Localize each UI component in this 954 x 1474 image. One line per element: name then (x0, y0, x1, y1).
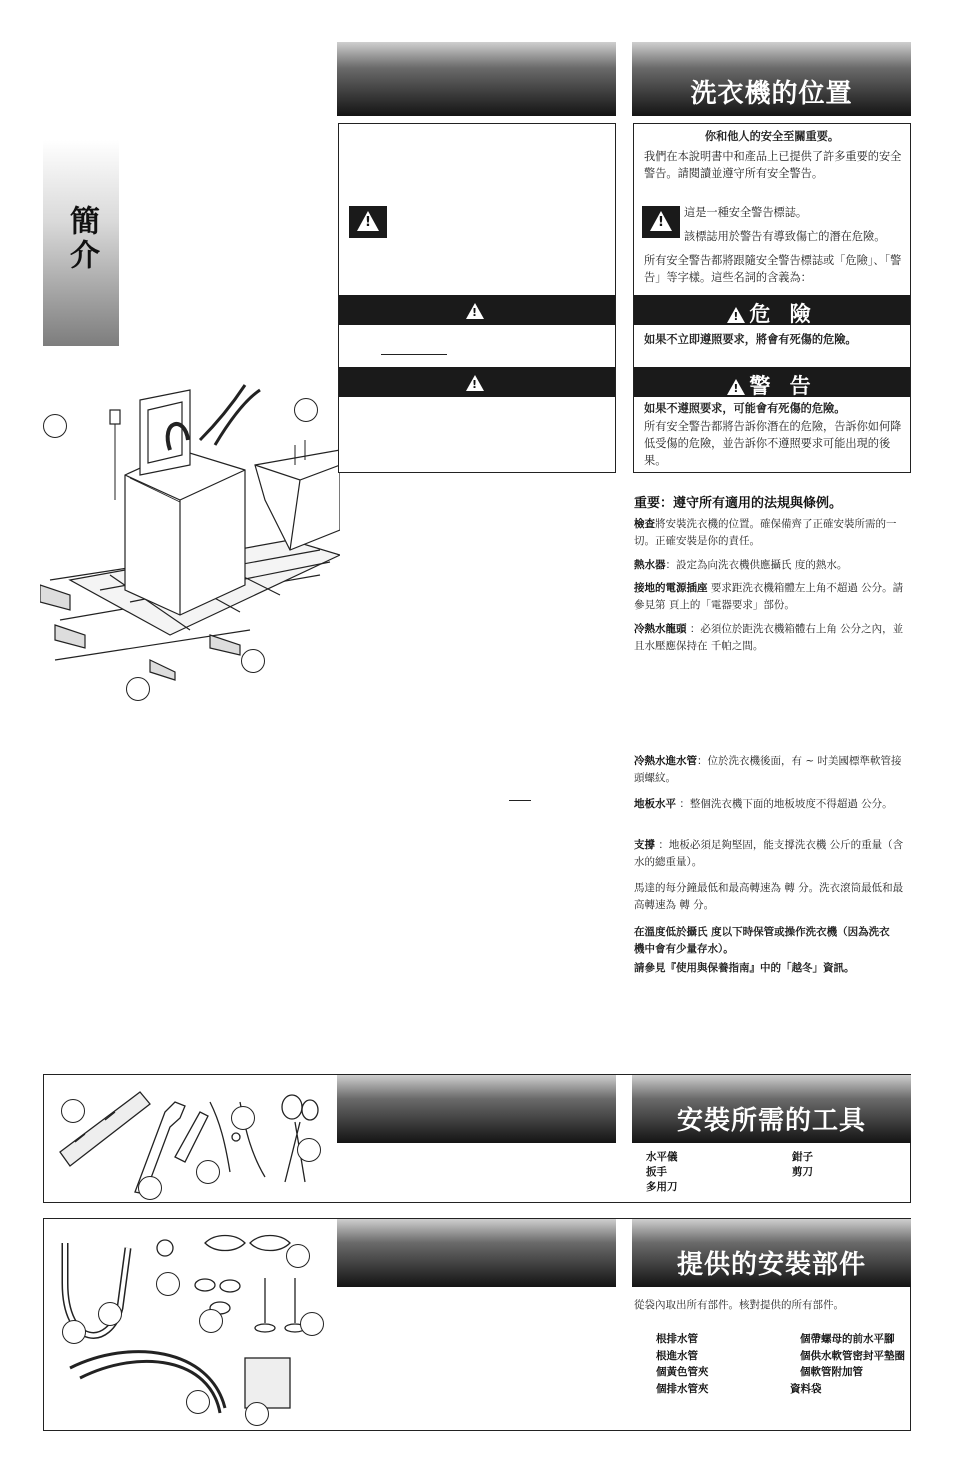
parts-header-bar (632, 1219, 911, 1287)
check-text: 將安裝洗衣機的位置。確保備齊了正確安裝所需的一切。正確安裝是你的責任。 (634, 518, 897, 547)
part-callout-3 (156, 1272, 180, 1296)
symbol-line-1: 這是一種安全警告標誌。 (684, 206, 808, 219)
motor-speed-paragraph: 馬達的每分鐘最低和最高轉速為 轉 分。洗衣滾筒最低和最高轉速為 轉 分。 (634, 882, 904, 911)
tool-callout-1 (61, 1099, 85, 1123)
washer-drawing (40, 380, 340, 710)
chapter-tab (43, 140, 119, 346)
part-item: 個黃色管夾 (656, 1366, 709, 1378)
outlet-text: 要求距洗衣機箱體左上角不超過 公分。請參見第 頁上的「電器要求」部份。 (634, 582, 904, 611)
warning-triangle-icon (466, 303, 484, 319)
warning-triangle-icon (727, 379, 745, 395)
safety-heading: 你和他人的安全至關重要。 (704, 130, 840, 143)
part-callout-7 (186, 1390, 210, 1414)
warning-triangle-icon (466, 375, 484, 391)
support-paragraph (634, 837, 908, 871)
floor-text: ：整個洗衣機下面的地板坡度不得超過 公分。 (676, 798, 893, 810)
part-callout-4 (199, 1309, 223, 1333)
part-item: 根排水管 (656, 1333, 698, 1345)
danger-label: 危 險 (749, 302, 817, 326)
tool-callout-5 (297, 1138, 321, 1162)
chapter-tab-label: 簡介 (64, 204, 99, 273)
middle-safety-box (338, 123, 616, 473)
callout-circle-3 (241, 649, 265, 673)
parts-middle-header-bar (337, 1219, 616, 1287)
safety-alert-symbol (642, 206, 680, 238)
callout-circle-4 (126, 677, 150, 701)
part-callout-1 (62, 1320, 86, 1344)
water-heater-paragraph (634, 557, 908, 574)
middle-header-bar (337, 42, 616, 116)
hoses-paragraph (634, 753, 909, 787)
part-callout-8 (245, 1402, 269, 1426)
hoses-label: 冷熱水進水管 (634, 755, 697, 767)
part-item: 根進水管 (656, 1349, 698, 1362)
refer-guide-paragraph: 請參見『使用與保養指南』中的「越冬」資訊。 (634, 962, 855, 974)
floor-level-paragraph (634, 796, 904, 813)
part-item: 個排水管夾 (656, 1382, 709, 1395)
tools-title: 安裝所需的工具 (676, 1106, 866, 1136)
washer-location-illustration (40, 380, 340, 710)
danger-bar (634, 295, 910, 325)
tool-item: 水平儀 (646, 1151, 678, 1163)
safety-closing: 所有安全警告都將告訴你潛在的危險，告訴你如何降低受傷的危險，並告訴你不遵照要求可能出現的後果。 (644, 420, 902, 467)
tool-item: 多用刀 (646, 1181, 678, 1193)
location-header-bar (632, 42, 911, 116)
tools-illustration (50, 1082, 330, 1197)
part-item: 個帶螺母的前水平腳 (800, 1333, 895, 1345)
floor-label: 地板水平 (634, 798, 676, 810)
callout-circle-1 (43, 414, 67, 438)
middle-danger-bar (339, 295, 615, 325)
middle-warning-bar (339, 367, 615, 397)
danger-text: 如果不立即遵照要求，將會有死傷的危險。 (644, 333, 857, 346)
hoses-text: ：位於洗衣機後面，有 ~ 吋美國標準軟管接頭螺紋。 (634, 755, 902, 784)
faucet-paragraph (634, 621, 904, 655)
check-label: 檢查 (634, 518, 655, 530)
tool-item: 剪刀 (792, 1166, 813, 1178)
freeze-warning-paragraph: 在溫度低於攝氏 度以下時保管或操作洗衣機（因為洗衣機中會有少量存水）。 (634, 926, 890, 955)
part-callout-5 (286, 1244, 310, 1268)
support-label: 支撐 (634, 839, 655, 851)
tool-callout-4 (231, 1106, 255, 1130)
tool-callout-2 (138, 1176, 162, 1200)
parts-intro: 從袋內取出所有部件。核對提供的所有部件。 (634, 1299, 844, 1311)
signal-words-intro: 所有安全警告都將跟隨安全警告標誌或「危險」、「警告」等字樣。這些名詞的含義為： (644, 254, 902, 284)
heater-text: ：設定為向洗衣機供應攝氏 度的熱水。 (665, 559, 848, 571)
tools-header-bar (632, 1075, 911, 1143)
safety-box (633, 123, 911, 473)
part-item: 個供水軟管密封平墊圈 (800, 1349, 905, 1362)
location-title: 洗衣機的位置 (690, 79, 853, 109)
faucet-label: 冷熱水龍頭 (634, 623, 687, 635)
part-item: 個軟管附加管 (800, 1366, 863, 1378)
warning-triangle-icon (727, 307, 745, 323)
parts-title: 提供的安裝部件 (676, 1250, 866, 1280)
warning-text: 如果不遵照要求，可能會有死傷的危險。 (644, 402, 846, 415)
faucet-text: ：必須位於距洗衣機箱體右上角 公分之內，並且水壓應保持在 千帕之間。 (634, 623, 904, 652)
part-callout-2 (98, 1302, 122, 1326)
part-item: 資料袋 (790, 1382, 822, 1395)
symbol-line-2: 該標誌用於警告有導致傷亡的潛在危險。 (684, 230, 886, 243)
tool-item: 扳手 (646, 1166, 667, 1178)
outlet-label: 接地的電源插座 (634, 582, 708, 594)
tool-callout-3 (196, 1160, 220, 1184)
outlet-paragraph (634, 580, 904, 614)
support-text: ：地板必須足夠堅固，能支撐洗衣機 公斤的重量（含水的總重量）。 (634, 839, 904, 868)
middle-underline-2 (509, 800, 531, 801)
tool-item: 鉗子 (792, 1151, 813, 1163)
tools-middle-header-bar (337, 1075, 616, 1143)
part-callout-6 (300, 1312, 324, 1336)
safety-intro: 我們在本說明書中和產品上已提供了許多重要的安全警告。請閱讀並遵守所有安全警告。 (644, 150, 902, 180)
heater-label: 熱水器 (634, 559, 666, 571)
safety-alert-symbol (349, 206, 387, 238)
middle-underline (381, 354, 447, 355)
important-note: 重要：遵守所有適用的法規與條例。 (634, 496, 843, 511)
tools-list (646, 1150, 896, 1200)
parts-list (656, 1331, 911, 1401)
check-location-paragraph (634, 516, 908, 550)
callout-circle-2 (294, 398, 318, 422)
tools-drawing (50, 1082, 330, 1197)
warning-bar (634, 367, 910, 397)
warning-label: 警 告 (749, 374, 817, 398)
